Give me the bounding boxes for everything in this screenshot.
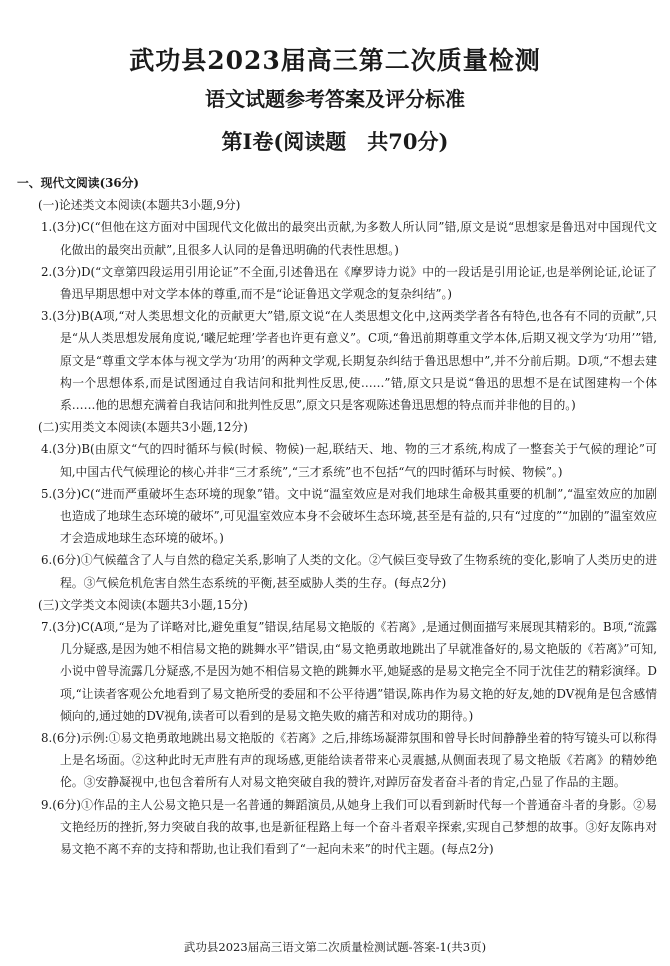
volume-heading: 第Ⅰ卷(阅读题 共70分) bbox=[221, 129, 449, 154]
answer-q2: 2.(3分)D(“文章第四段运用引用论证”不全面,引述鲁迅在《摩罗诗力说》中的一段话是引用论证,也是举例论证,论证了鲁迅早期思想中对文学本体的尊重,而不是“论证鲁迅文学观念的复杂纠结”。) bbox=[41, 264, 657, 302]
answer-q6: 6.(6分)①气候蕴含了人与自然的稳定关系,影响了人类的文化。②气候巨变导致了生物系统的变化,影响了人类历史的进程。③气候危机危害自然生态系统的平衡,甚至威胁人类的生存。(每点2分) bbox=[41, 553, 657, 590]
answer-body bbox=[17, 172, 657, 860]
subsection-heading: (一)论述类文本阅读(本题共3小题,9分) bbox=[38, 198, 241, 213]
subsection-heading: (三)文学类文本阅读(本题共3小题,15分) bbox=[38, 597, 248, 612]
answer-q7: 7.(3分)C(A项,“是为了详略对比,避免重复”错误,结尾易文艳版的《若离》,是通过侧面描写来展现其精彩的。B项,“流露几分疑惑,是因为她不相信易文艳的跳舞水平”错误,由“易文艳勇敢地跳出了早就准备好的,易文艳版的《若离》”可知,小说中曾导流露几分疑惑,不是因为她不相信易文艳的跳舞水平,她疑惑的是易文艳完全不同于沈佳艺的精彩演绎。D项,“让读者客观公允地看到了易文艳所受的委屈和不公平待遇”错误,陈冉作为易文艳的好友,她的DV视角是包含感情倾向的,通过她的DV视角,读者可以看到的是易文艳失败的痛苦和对成功的期待。) bbox=[41, 620, 657, 723]
answer-q4: 4.(3分)B(由原文“气的四时循环与候(时候、物候)一起,联结天、地、物的三才系统,构成了一整套关于气候的理论”可知,中国古代气候理论的核心并非“三才系统”,“三才系统”也不包括“气的四时循环与时候、物候”。) bbox=[41, 442, 657, 479]
document-title: 武功县2023届高三第二次质量检测 bbox=[129, 46, 541, 75]
page-footer: 武功县2023届高三语文第二次质量检测试题-答案-1(共3页) bbox=[183, 940, 487, 954]
document-subtitle: 语文试题参考答案及评分标准 bbox=[205, 87, 465, 111]
answer-q5: 5.(3分)C(“进而严重破坏生态环境的现象”错。文中说“温室效应是对我们地球生命极其重要的机制”,“温室效应的加剧也造成了地球生态环境的破坏”,可见温室效应本身不会破坏生态环境,甚至是有益的,只有“过度的”“加剧的”温室效应才会造成地球生态环境的破坏。) bbox=[41, 486, 657, 546]
section-heading: 一、现代文阅读(36分) bbox=[17, 176, 139, 190]
answer-q9: 9.(6分)①作品的主人公易文艳只是一名普通的舞蹈演员,从她身上我们可以看到新时代每一个普通奋斗者的身影。②易文艳经历的挫折,努力突破自我的故事,也是新征程路上每一个奋斗者艰辛探索,实现自己梦想的故事。③好友陈冉对易文艳不离不弃的支持和帮助,也让我们看到了“一起向未来”的时代主题。(每点2分) bbox=[41, 797, 657, 857]
subsection-heading: (二)实用类文本阅读(本题共3小题,12分) bbox=[38, 420, 248, 435]
answer-q8: 8.(6分)示例:①易文艳勇敢地跳出易文艳版的《若离》之后,排练场凝滞氛围和曾导长时间静静坐着的特写镜头可以称得上是名场面。②这种此时无声胜有声的现场感,更能给读者带来心灵震撼,从侧面表现了易文艳版《若离》的精妙绝伦。③安静凝视中,也包含着所有人对易文艳突破自我的赞许,对踔厉奋发者奋斗者的肯定,凸显了作品的主题。 bbox=[41, 731, 657, 790]
answer-q3: 3.(3分)B(A项,“对人类思想文化的贡献更大”错,原文说“在人类思想文化中,这两类学者各有特色,也各有不同的贡献”,只是“从人类思想发展角度说,‘曦尼蛇理’学者也许更有意义”。C项,“鲁迅前期尊重文学本体,后期又视文学为‘功用’”错,原文是“尊重文学本体与视文学为‘功用’的两种文学观,长期复杂纠结于鲁迅思想中”,并不分前后期。D项,“不想去建构一个思想体系,而是试图通过自我诘问和批判性反思,使……”错,原文只是说“鲁迅的思想不是在试图建构一个体系……他的思想充满着自我诘问和批判性反思”,原文只是客观陈述鲁迅思想的特点而并非他的目的。) bbox=[41, 309, 657, 413]
answer-q1: 1.(3分)C(“但他在这方面对中国现代文化做出的最突出贡献,为多数人所认同”错,原文是说“思想家是鲁迅对中国现代文化做出的最突出贡献”,且很多人认同的是鲁迅明确的代表性思想。) bbox=[41, 220, 657, 257]
